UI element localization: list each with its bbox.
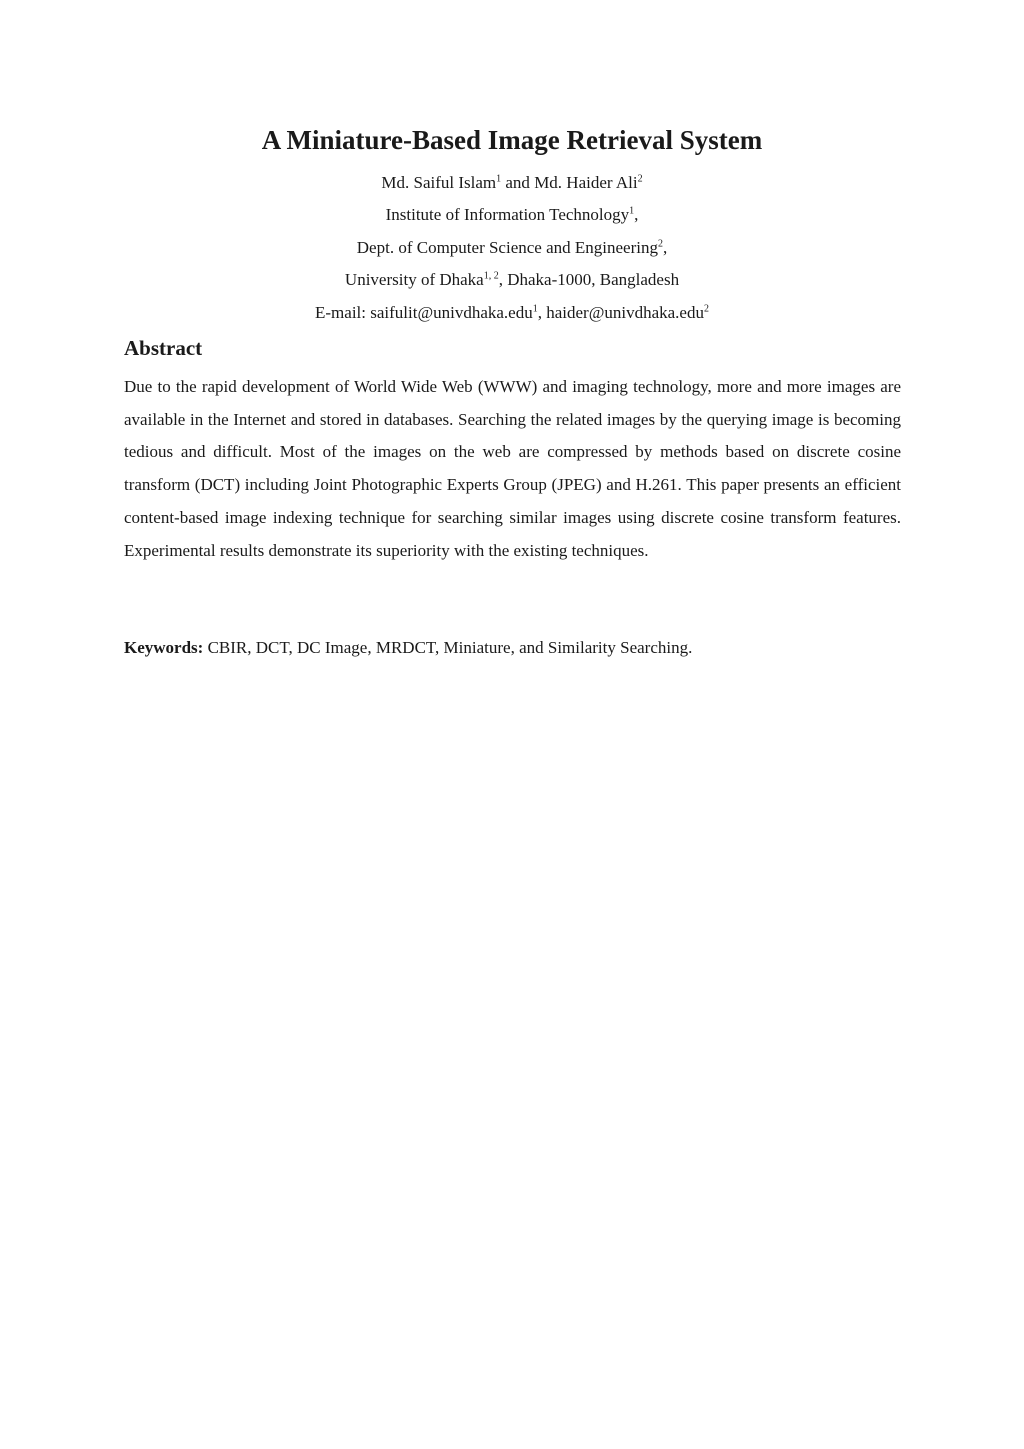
email-line bbox=[0, 302, 1024, 324]
university-location: , Dhaka-1000, Bangladesh bbox=[498, 270, 680, 289]
author-joiner: and bbox=[501, 173, 535, 192]
author-1-name: Md. Saiful Islam bbox=[381, 173, 497, 192]
email-separator: , bbox=[537, 303, 547, 322]
university-name: University of Dhaka bbox=[344, 270, 484, 289]
email-2-mark: 2 bbox=[703, 303, 709, 315]
affiliation-2-mark: 2 bbox=[657, 238, 663, 250]
university-line bbox=[0, 269, 1024, 291]
affiliation-2-line bbox=[0, 237, 1024, 259]
email-2: haider@univdhaka.edu bbox=[546, 303, 704, 322]
university-mark: 1, 2 bbox=[483, 270, 499, 282]
keywords-list: CBIR, DCT, DC Image, MRDCT, Miniature, and Similarity Searching. bbox=[203, 638, 693, 657]
paper-title: A Miniature-Based Image Retrieval System bbox=[261, 125, 763, 155]
affiliation-1-mark: 1 bbox=[629, 205, 635, 217]
email-1-mark: 1 bbox=[532, 303, 538, 315]
abstract-body: Due to the rapid development of World Wide Web (WWW) and imaging technology, more and more images are available in the Internet and stored in databases. Searching the related images by the querying image is becoming tedious and difficult. Most of the images on the web are compressed by methods based on discrete cosine transform (DCT) including Joint Photographic Experts Group (JPEG) and H.261. This paper presents an efficient content-based image indexing technique for searching similar images using discrete cosine transform features. Experimental results demonstrate its superiority with the existing techniques. bbox=[124, 377, 901, 560]
affiliation-2-trail: , bbox=[662, 238, 668, 257]
affiliation-1-line bbox=[0, 204, 1024, 226]
keywords-label: Keywords: bbox=[124, 638, 204, 657]
abstract-heading: Abstract bbox=[124, 336, 203, 360]
affiliation-1-trail: , bbox=[634, 205, 639, 224]
author-1-affiliation-mark: 1 bbox=[496, 173, 502, 185]
email-prefix: E-mail: bbox=[315, 303, 371, 322]
author-2-name: Md. Haider Ali bbox=[534, 173, 638, 192]
author-line bbox=[0, 172, 1024, 194]
keywords-line bbox=[124, 636, 901, 660]
email-1: saifulit@univdhaka.edu bbox=[370, 303, 533, 322]
affiliation-1-name: Institute of Information Technology bbox=[385, 205, 630, 224]
author-2-affiliation-mark: 2 bbox=[637, 173, 643, 185]
affiliation-2-name: Dept. of Computer Science and Engineering bbox=[356, 238, 658, 257]
